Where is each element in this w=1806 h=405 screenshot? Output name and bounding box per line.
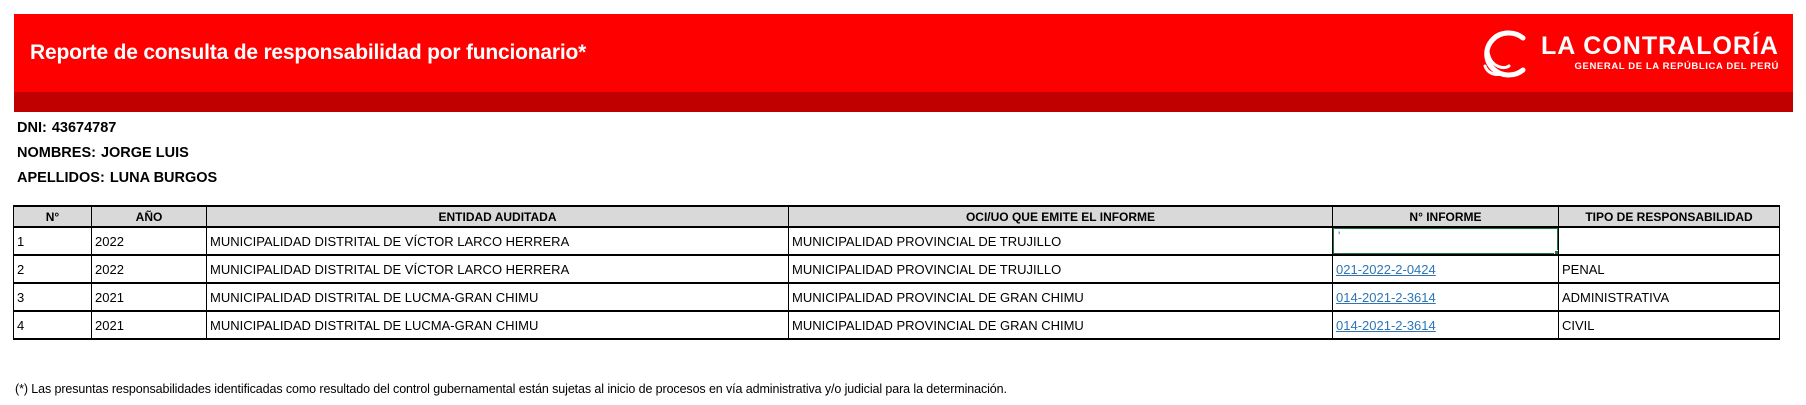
- column-header-tipo-responsabilidad: TIPO DE RESPONSABILIDAD: [1559, 206, 1780, 227]
- cell-ano[interactable]: 2022: [92, 255, 207, 283]
- contraloria-logo: [1479, 24, 1779, 82]
- cell-oci-uo[interactable]: MUNICIPALIDAD PROVINCIAL DE GRAN CHIMU: [789, 311, 1333, 339]
- informe-link[interactable]: 014-2021-2-3614: [1336, 317, 1436, 333]
- cell-ano[interactable]: 2021: [92, 311, 207, 339]
- contraloria-swoosh-icon: [1479, 24, 1533, 82]
- cell-numero[interactable]: 1: [14, 227, 92, 255]
- person-info: [17, 115, 217, 190]
- cell-numero[interactable]: 2: [14, 255, 92, 283]
- cell-entidad-auditada[interactable]: MUNICIPALIDAD DISTRITAL DE VÍCTOR LARCO HERRERA: [207, 227, 789, 255]
- nombres-value: JORGE LUIS: [100, 144, 189, 161]
- cell-tipo-responsabilidad[interactable]: ADMINISTRATIVA: [1559, 283, 1780, 311]
- cell-numero[interactable]: 3: [14, 283, 92, 311]
- cell-entidad-auditada[interactable]: MUNICIPALIDAD DISTRITAL DE VÍCTOR LARCO HERRERA: [207, 255, 789, 283]
- cell-oci-uo[interactable]: MUNICIPALIDAD PROVINCIAL DE TRUJILLO: [789, 227, 1333, 255]
- cell-numero-informe[interactable]: [1333, 283, 1559, 311]
- report-banner-main: [14, 14, 1793, 92]
- column-header-numero: N°: [14, 206, 92, 227]
- contraloria-logo-subtitle: GENERAL DE LA REPÚBLICA DEL PERÚ: [1574, 61, 1779, 73]
- results-table-body: [14, 227, 1780, 339]
- column-header-oci-uo: OCI/UO QUE EMITE EL INFORME: [789, 206, 1333, 227]
- report-banner: [14, 14, 1793, 112]
- results-table: [13, 205, 1780, 340]
- informe-link[interactable]: 021-2022-2-0424: [1336, 261, 1436, 277]
- informe-link[interactable]: 014-2021-2-3614: [1336, 289, 1436, 305]
- selection-border: [1333, 227, 1559, 255]
- dni-value: 43674787: [51, 119, 117, 136]
- dni-label: DNI:: [17, 119, 47, 136]
- column-header-numero-informe: N° INFORME: [1333, 206, 1559, 227]
- table-row: [14, 283, 1780, 311]
- cell-oci-uo[interactable]: MUNICIPALIDAD PROVINCIAL DE TRUJILLO: [789, 255, 1333, 283]
- nombres-field: [17, 140, 217, 165]
- contraloria-logo-text: [1541, 34, 1779, 72]
- apostrophe-prefix: ': [1338, 229, 1341, 243]
- table-row: [14, 227, 1780, 255]
- cell-ano[interactable]: 2021: [92, 283, 207, 311]
- column-header-entidad-auditada: ENTIDAD AUDITADA: [207, 206, 789, 227]
- apellidos-field: [17, 165, 217, 190]
- table-row: [14, 311, 1780, 339]
- cell-oci-uo[interactable]: MUNICIPALIDAD PROVINCIAL DE GRAN CHIMU: [789, 283, 1333, 311]
- table-row: [14, 255, 1780, 283]
- cell-tipo-responsabilidad[interactable]: [1559, 227, 1780, 255]
- cell-numero-informe[interactable]: [1333, 311, 1559, 339]
- dni-field: [17, 115, 217, 140]
- cell-tipo-responsabilidad[interactable]: CIVIL: [1559, 311, 1780, 339]
- banner-dark-strip: [14, 92, 1793, 112]
- cell-entidad-auditada[interactable]: MUNICIPALIDAD DISTRITAL DE LUCMA-GRAN CHIMU: [207, 283, 789, 311]
- contraloria-logo-name: LA CONTRALORÍA: [1540, 32, 1779, 61]
- cell-numero-informe[interactable]: [1333, 255, 1559, 283]
- apellidos-value: LUNA BURGOS: [109, 169, 218, 186]
- cell-entidad-auditada[interactable]: MUNICIPALIDAD DISTRITAL DE LUCMA-GRAN CHIMU: [207, 311, 789, 339]
- cell-numero[interactable]: 4: [14, 311, 92, 339]
- nombres-label: NOMBRES:: [17, 144, 96, 161]
- table-header-row: [14, 206, 1780, 227]
- selected-cell[interactable]: [1333, 227, 1559, 255]
- column-header-ano: AÑO: [92, 206, 207, 227]
- cell-ano[interactable]: 2022: [92, 227, 207, 255]
- footnote: (*) Las presuntas responsabilidades identificadas como resultado del control gubernamental están sujetas al inicio de procesos en vía administrativa y/o judicial para la determinación.: [15, 382, 1007, 396]
- cell-tipo-responsabilidad[interactable]: PENAL: [1559, 255, 1780, 283]
- page-title: Reporte de consulta de responsabilidad por funcionario*: [30, 41, 587, 64]
- apellidos-label: APELLIDOS:: [17, 169, 105, 186]
